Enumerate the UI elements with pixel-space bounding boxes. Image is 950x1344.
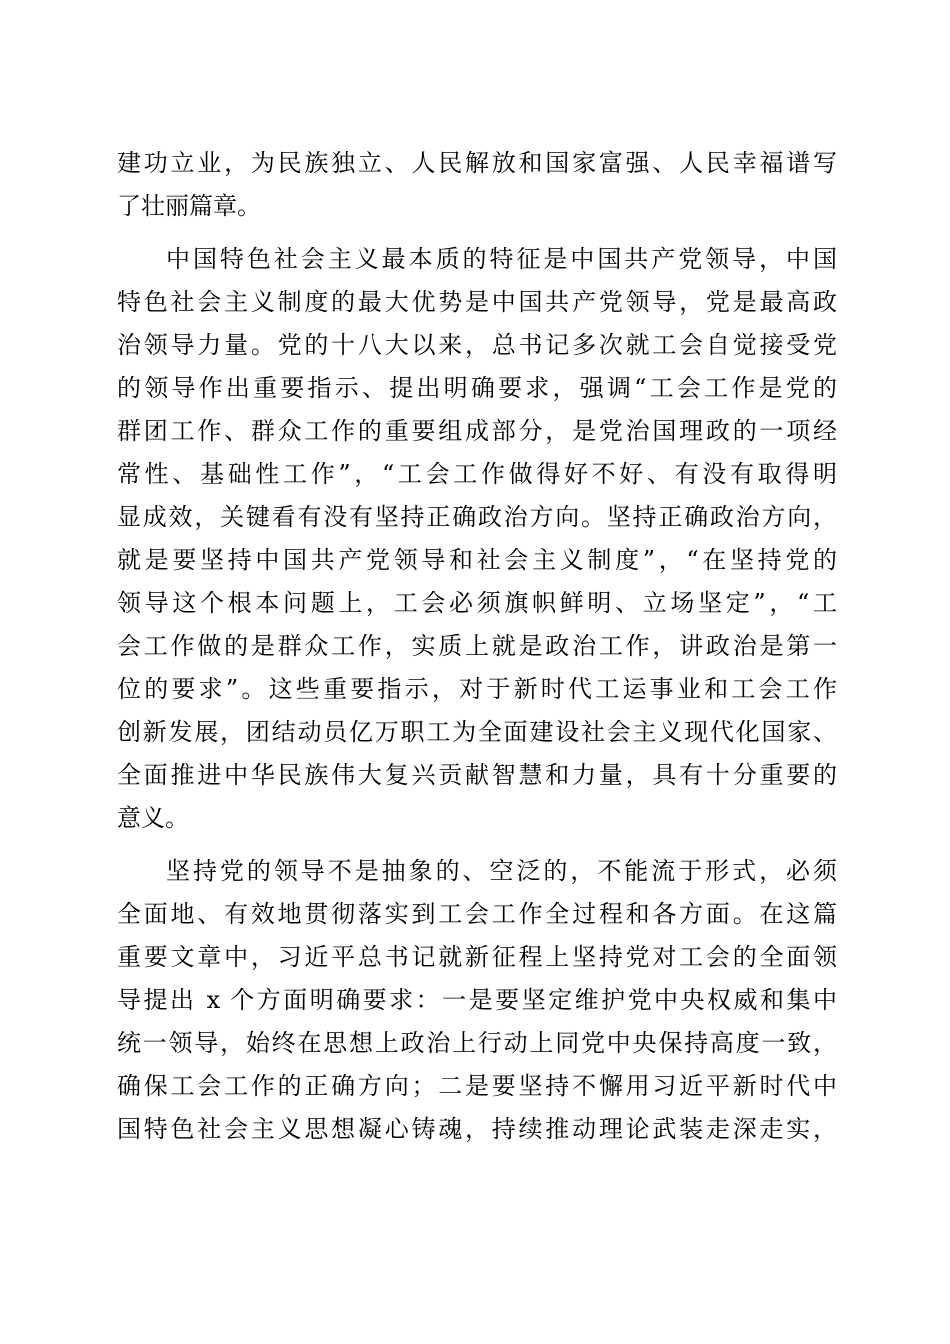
paragraph-line: 特色社会主义制度的最大优势是中国共产党领导，党是最高政 (117, 288, 837, 316)
paragraph-line: 治领导力量。党的十八大以来，总书记多次就工会自觉接受党 (117, 331, 837, 359)
paragraph-line: 建功立业，为民族独立、人民解放和国家富强、人民幸福谱写 (117, 149, 837, 177)
paragraph-line: 就是要坚持中国共产党领导和社会主义制度”，“在坚持党的 (117, 546, 837, 574)
paragraph-line: 中国特色社会主义最本质的特征是中国共产党领导，中国 (166, 245, 837, 273)
paragraph-line: 确保工会工作的正确方向；二是要坚持不懈用习近平新时代中 (117, 1072, 837, 1100)
paragraph-line: 位的要求”。这些重要指示，对于新时代工运事业和工会工作 (117, 675, 837, 703)
paragraph-line: 常性、基础性工作”，“工会工作做得好不好、有没有取得明 (117, 460, 837, 488)
document-body (117, 142, 837, 1151)
paragraph-line: 坚持党的领导不是抽象的、空泛的，不能流于形式，必须 (166, 857, 837, 885)
paragraph-line: 创新发展，团结动员亿万职工为全面建设社会主义现代化国家、 (117, 718, 837, 746)
paragraph-line: 会工作做的是群众工作，实质上就是政治工作，讲政治是第一 (117, 632, 837, 660)
paragraph-line: 显成效，关键看有没有坚持正确政治方向。坚持正确政治方向， (117, 503, 837, 531)
paragraph-line: 重要文章中，习近平总书记就新征程上坚持党对工会的全面领 (117, 943, 837, 971)
paragraph-line: 了壮丽篇章。 (117, 192, 261, 220)
paragraph-line: 的领导作出重要指示、提出明确要求，强调“工会工作是党的 (117, 374, 837, 402)
paragraph-line: 全面地、有效地贯彻落实到工会工作全过程和各方面。在这篇 (117, 900, 837, 928)
paragraph-line: 导提出 x 个方面明确要求：一是要坚定维护党中央权威和集中 (117, 986, 837, 1014)
paragraph-line: 意义。 (117, 804, 189, 832)
paragraph-line: 国特色社会主义思想凝心铸魂，持续推动理论武装走深走实， (117, 1115, 837, 1143)
paragraph-line: 全面推进中华民族伟大复兴贡献智慧和力量，具有十分重要的 (117, 761, 837, 789)
paragraph-line: 群团工作、群众工作的重要组成部分，是党治国理政的一项经 (117, 417, 837, 445)
paragraph-line: 领导这个根本问题上，工会必须旗帜鲜明、立场坚定”，“工 (117, 589, 837, 617)
paragraph-line: 统一领导，始终在思想上政治上行动上同党中央保持高度一致， (117, 1029, 837, 1057)
